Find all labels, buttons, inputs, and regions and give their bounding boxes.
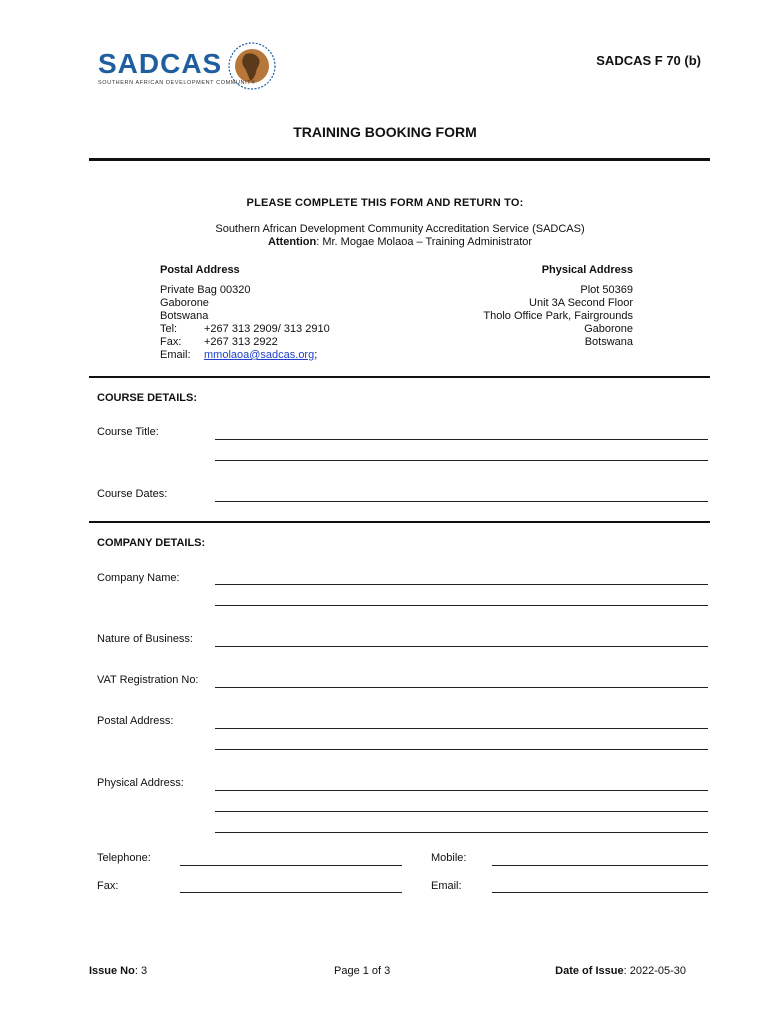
vat-registration-label: VAT Registration No: (97, 674, 199, 686)
fax-label: Fax: (160, 336, 182, 348)
email-field-label: Email: (431, 880, 462, 892)
physical-line-5: Botswana (584, 336, 633, 348)
physical-line-1: Plot 50369 (580, 284, 633, 296)
company-postal-address-label: Postal Address: (97, 715, 174, 727)
issue-value: : 3 (134, 965, 148, 977)
company-postal-address-line-1[interactable] (215, 728, 708, 729)
logo-subtext: SOUTHERN AFRICAN DEVELOPMENT COMMUNITY (98, 80, 256, 86)
course-title-line-2[interactable] (215, 460, 708, 461)
company-name-line-1[interactable] (215, 584, 708, 585)
postal-fax (160, 336, 278, 349)
postal-address-heading: Postal Address (160, 264, 240, 276)
issue-number (89, 965, 147, 977)
tel-value: +267 313 2909/ 313 2910 (204, 323, 330, 335)
mobile-label: Mobile: (431, 852, 467, 864)
page-title: TRAINING BOOKING FORM (293, 124, 477, 140)
section-divider-company (89, 521, 710, 523)
section-divider-course (89, 376, 710, 378)
postal-email (160, 349, 317, 362)
course-title-line-1[interactable] (215, 439, 708, 440)
course-dates-label: Course Dates: (97, 488, 168, 500)
attention-label: Attention (267, 236, 317, 248)
fax-field-label: Fax: (97, 880, 119, 892)
physical-line-3: Tholo Office Park, Fairgrounds (483, 310, 633, 322)
course-title-label: Course Title: (97, 426, 159, 438)
attention-line (0, 236, 770, 248)
sadcas-logo-text: SADCAS (98, 48, 223, 79)
physical-line-2: Unit 3A Second Floor (529, 297, 633, 309)
date-label: Date of Issue (555, 965, 624, 977)
physical-address-heading: Physical Address (541, 264, 633, 276)
course-dates-line[interactable] (215, 501, 708, 502)
organisation-name: Southern African Development Community Accreditation Service (SADCAS) (215, 223, 585, 235)
mobile-line[interactable] (492, 865, 708, 866)
telephone-line[interactable] (180, 865, 402, 866)
vat-registration-line[interactable] (215, 687, 708, 688)
issue-label: Issue No (89, 965, 135, 977)
nature-of-business-line[interactable] (215, 646, 708, 647)
date-of-issue (555, 965, 686, 977)
form-code: SADCAS F 70 (b) (596, 53, 701, 68)
date-value: : 2022-05-30 (623, 965, 686, 977)
company-name-line-2[interactable] (215, 605, 708, 606)
postal-line-1: Private Bag 00320 (160, 284, 251, 296)
attention-value: : Mr. Mogae Molaoa – Training Administrator (316, 236, 533, 248)
course-details-heading: COURSE DETAILS: (97, 392, 198, 404)
company-postal-address-line-2[interactable] (215, 749, 708, 750)
company-details-heading: COMPANY DETAILS: (97, 537, 206, 549)
email-suffix: ; (314, 349, 318, 361)
email-label: Email: (160, 349, 191, 361)
email-line[interactable] (492, 892, 708, 893)
email-link[interactable]: mmolaoa@sadcas.org (204, 349, 315, 361)
postal-line-2: Gaborone (160, 297, 209, 309)
fax-line[interactable] (180, 892, 402, 893)
physical-line-4: Gaborone (584, 323, 633, 335)
title-divider (89, 158, 710, 161)
company-physical-address-line-3[interactable] (215, 832, 708, 833)
page-number: Page 1 of 3 (334, 965, 391, 977)
company-physical-address-label: Physical Address: (97, 777, 184, 789)
tel-label: Tel: (160, 323, 178, 335)
postal-line-3: Botswana (160, 310, 209, 322)
fax-value: +267 313 2922 (204, 336, 278, 348)
company-physical-address-line-2[interactable] (215, 811, 708, 812)
company-name-label: Company Name: (97, 572, 180, 584)
postal-tel (160, 323, 330, 336)
return-to-heading: PLEASE COMPLETE THIS FORM AND RETURN TO: (246, 197, 524, 209)
company-physical-address-line-1[interactable] (215, 790, 708, 791)
nature-of-business-label: Nature of Business: (97, 633, 193, 645)
telephone-label: Telephone: (97, 852, 151, 864)
